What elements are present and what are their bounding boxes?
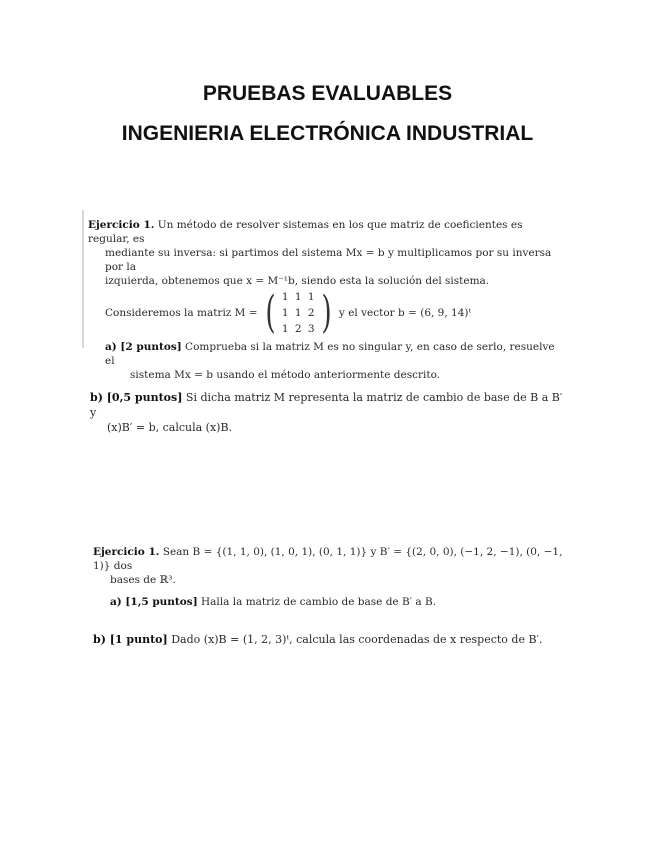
matrix-cell: 1: [294, 291, 302, 303]
exercise-1-part-b: [90, 390, 570, 435]
part-b-text-1: Si dicha matriz M representa la matriz de cambio de base de B a B′ y: [90, 391, 563, 419]
exercise-2-label: Ejercicio 1.: [93, 546, 160, 558]
exercise-1-label: Ejercicio 1.: [88, 219, 155, 231]
scan-edge: [82, 210, 84, 348]
exercise-2-part-a: [110, 595, 563, 609]
part-a-text-1: Comprueba si la matriz M es no singular y, en caso de serlo, resuelve el: [105, 341, 555, 367]
part-a: [105, 340, 558, 368]
matrix-cell: 2: [294, 323, 302, 335]
vector-text: y el vector b = (6, 9, 14)ᵗ: [338, 307, 472, 319]
matrix-cell: 1: [294, 307, 302, 319]
exercise-2-part-b-label: b) [1 punto]: [93, 633, 168, 646]
right-paren-icon: ): [321, 287, 332, 338]
exercise-1-line-2: mediante su inversa: si partimos del sistema Mx = b y multiplicamos por su inversa por la: [105, 247, 552, 273]
left-paren-icon: (: [265, 287, 276, 338]
matrix-row: [105, 287, 558, 338]
matrix-cell: 3: [307, 323, 315, 335]
exercise-2-line-1: [93, 545, 563, 573]
part-b-line-2: (x)B′ = b, calcula (x)B.: [107, 421, 233, 434]
matrix-cell: 1: [281, 291, 289, 303]
exercise-2: [93, 545, 563, 609]
exercise-2-part-b-text: Dado (x)B = (1, 2, 3)ᵗ, calcula las coordenadas de x respecto de B′.: [171, 633, 543, 646]
exercise-1-line-1: [88, 218, 558, 246]
exercise-1-line-3: izquierda, obtenemos que x = M⁻¹b, siendo esta la solución del sistema.: [105, 275, 490, 287]
part-b-line-1: [90, 390, 570, 420]
matrix-cell: 1: [307, 291, 315, 303]
matrix-cell: 2: [307, 307, 315, 319]
exercise-2-text-1: Sean B = {(1, 1, 0), (1, 0, 1), (0, 1, 1)} y B′ = {(2, 0, 0), (−1, 2, −1), (0, −1, 1)} dos: [93, 546, 563, 572]
exercise-1-text-1: Un método de resolver sistemas en los que matriz de coeficientes es regular, es: [88, 219, 523, 245]
matrix-cell: 1: [281, 307, 289, 319]
exercise-2-part-b: [93, 633, 573, 647]
part-a-line-2: sistema Mx = b usando el método anteriormente descrito.: [130, 369, 441, 381]
matrix-grid: [279, 290, 318, 336]
exercise-1: [88, 218, 558, 382]
matrix-cell: 1: [281, 323, 289, 335]
exercise-2-part-a-text: Halla la matriz de cambio de base de B′ a B.: [201, 596, 437, 608]
part-a-label: a) [2 puntos]: [105, 341, 182, 353]
exercise-2-part-a-label: a) [1,5 puntos]: [110, 596, 198, 608]
matrix-m: [262, 287, 335, 338]
page-subtitle: INGENIERIA ELECTRÓNICA INDUSTRIAL: [121, 122, 534, 145]
consider-text: Consideremos la matriz M =: [105, 307, 258, 319]
page-title: PRUEBAS EVALUABLES: [202, 82, 453, 105]
part-b-label: b) [0,5 puntos]: [90, 391, 183, 404]
exercise-2-line-2: bases de ℝ³.: [110, 574, 176, 586]
